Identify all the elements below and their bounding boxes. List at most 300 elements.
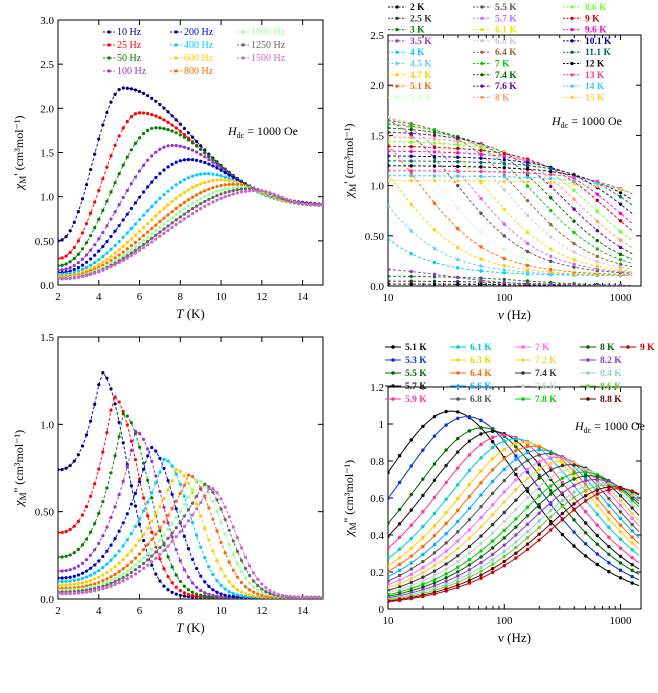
data-point xyxy=(479,419,482,422)
data-point xyxy=(171,540,174,543)
data-point xyxy=(158,546,161,549)
data-point xyxy=(60,468,63,471)
data-point xyxy=(479,549,482,552)
data-point xyxy=(142,132,145,135)
data-point xyxy=(126,423,129,426)
data-point xyxy=(207,172,210,175)
data-point xyxy=(456,258,459,261)
legend-swatch-marker xyxy=(395,85,398,88)
data-point xyxy=(113,580,116,583)
legend-label: 14 K xyxy=(585,82,605,93)
data-point xyxy=(101,177,104,180)
data-point xyxy=(69,576,72,579)
y-tick-label: 1.5 xyxy=(370,130,384,143)
data-point xyxy=(179,123,182,126)
data-point xyxy=(122,567,125,570)
data-point xyxy=(468,507,471,510)
series-600-Hz xyxy=(56,468,324,599)
data-point xyxy=(433,273,436,276)
legend-item xyxy=(473,3,517,13)
data-point xyxy=(256,189,259,192)
data-point xyxy=(572,530,575,533)
data-point xyxy=(56,576,59,579)
data-point xyxy=(410,125,413,128)
data-point xyxy=(224,195,227,198)
legend-item xyxy=(563,3,607,13)
data-point xyxy=(479,231,482,234)
data-point xyxy=(619,202,622,205)
legend-label: 400 Hz xyxy=(184,40,214,51)
data-point xyxy=(596,492,599,495)
data-point xyxy=(468,453,471,456)
data-point xyxy=(158,235,161,238)
data-point xyxy=(162,146,165,149)
data-point xyxy=(162,584,165,587)
data-point xyxy=(386,119,389,122)
data-point xyxy=(81,444,84,447)
data-point xyxy=(619,499,622,502)
data-point xyxy=(207,188,210,191)
data-point xyxy=(187,547,190,550)
data-point xyxy=(491,567,494,570)
data-point xyxy=(154,481,157,484)
data-point xyxy=(175,131,178,134)
y-axis-subscript: M xyxy=(348,522,358,531)
data-point xyxy=(248,574,251,577)
data-point xyxy=(503,155,506,158)
data-point xyxy=(444,541,447,544)
data-point xyxy=(421,525,424,528)
legend-label: 5.5 K xyxy=(495,3,517,13)
data-point xyxy=(228,594,231,597)
data-point xyxy=(456,570,459,573)
legend-swatch-marker xyxy=(391,371,395,375)
data-point xyxy=(146,185,149,188)
data-point xyxy=(456,566,459,569)
data-point xyxy=(514,517,517,520)
data-point xyxy=(479,426,482,429)
data-point xyxy=(199,501,202,504)
y-tick-label: 0.2 xyxy=(370,567,384,579)
data-point xyxy=(468,558,471,561)
data-point xyxy=(596,199,599,202)
data-point xyxy=(150,531,153,534)
data-point xyxy=(219,197,222,200)
y-axis-label xyxy=(11,430,28,508)
data-point xyxy=(183,495,186,498)
data-point xyxy=(456,184,459,187)
data-point xyxy=(150,240,153,243)
legend-label: 5.1 K xyxy=(405,343,427,353)
data-point xyxy=(93,153,96,156)
data-point xyxy=(166,224,169,227)
data-point xyxy=(236,191,239,194)
data-point xyxy=(232,569,235,572)
legend-label: 13 K xyxy=(585,70,605,81)
data-point xyxy=(113,454,116,457)
series-line xyxy=(388,468,639,592)
data-point xyxy=(514,445,517,448)
legend-swatch-marker xyxy=(586,358,590,362)
data-point xyxy=(109,559,112,562)
data-point xyxy=(537,532,540,535)
data-point xyxy=(134,234,137,237)
data-point xyxy=(171,216,174,219)
data-point xyxy=(162,567,165,570)
legend-item xyxy=(170,27,214,38)
data-point xyxy=(433,479,436,482)
data-point xyxy=(179,580,182,583)
data-point xyxy=(130,575,133,578)
legend-label: 8.2 K xyxy=(600,356,622,366)
data-point xyxy=(97,218,100,221)
legend-swatch-marker xyxy=(480,28,483,31)
data-point xyxy=(240,546,243,549)
data-point xyxy=(187,482,190,485)
data-point xyxy=(549,489,552,492)
data-point xyxy=(105,431,108,434)
data-point xyxy=(77,591,80,594)
data-point xyxy=(150,97,153,100)
data-point xyxy=(142,111,145,114)
x-tick-label: 10 xyxy=(382,615,394,627)
data-point xyxy=(503,257,506,260)
legend-swatch-marker xyxy=(395,5,398,8)
data-point xyxy=(73,575,76,578)
data-point xyxy=(572,219,575,222)
data-point xyxy=(69,260,72,263)
data-point xyxy=(195,205,198,208)
data-point xyxy=(191,175,194,178)
data-point xyxy=(138,539,141,542)
data-point xyxy=(619,195,622,198)
data-point xyxy=(232,180,235,183)
data-point xyxy=(491,563,494,566)
data-point xyxy=(81,257,84,260)
legend-swatch-marker xyxy=(480,73,483,76)
data-point xyxy=(607,517,610,520)
data-point xyxy=(444,410,447,413)
data-point xyxy=(386,237,389,240)
data-point xyxy=(211,172,214,175)
annotation-symbol: H xyxy=(228,124,237,138)
data-point xyxy=(142,438,145,441)
data-point xyxy=(199,173,202,176)
data-point xyxy=(256,592,259,595)
data-point xyxy=(97,383,100,386)
data-point xyxy=(85,222,88,225)
data-point xyxy=(109,568,112,571)
data-point xyxy=(187,473,190,476)
data-point xyxy=(491,457,494,460)
data-point xyxy=(105,240,108,243)
data-point xyxy=(211,588,214,591)
data-point xyxy=(146,94,149,97)
y-axis-unit: (cm³mol⁻¹) xyxy=(342,123,356,182)
series-50-Hz xyxy=(56,412,324,599)
data-point xyxy=(491,436,494,439)
data-point xyxy=(101,573,104,576)
data-point xyxy=(433,574,436,577)
data-point xyxy=(122,86,125,89)
series-5.3-K xyxy=(386,127,632,275)
legend-swatch-marker xyxy=(570,62,573,65)
data-point xyxy=(272,591,275,594)
data-point xyxy=(93,261,96,264)
data-point xyxy=(171,535,174,538)
data-point xyxy=(130,571,133,574)
data-point xyxy=(85,591,88,594)
data-point xyxy=(410,140,413,143)
data-point xyxy=(572,258,575,261)
data-point xyxy=(93,272,96,275)
data-point xyxy=(456,140,459,143)
data-point xyxy=(526,231,529,234)
data-point xyxy=(444,498,447,501)
data-point xyxy=(203,151,206,154)
data-point xyxy=(150,180,153,183)
data-point xyxy=(433,228,436,231)
data-point xyxy=(73,460,76,463)
data-point xyxy=(162,549,165,552)
y-axis-symbol: χ xyxy=(11,183,26,190)
legend-label: 7.8 K xyxy=(535,395,557,405)
data-point xyxy=(89,530,92,533)
data-point xyxy=(142,562,145,565)
legend-item xyxy=(388,14,432,24)
data-point xyxy=(607,561,610,564)
data-point xyxy=(171,123,174,126)
data-point xyxy=(584,474,587,477)
data-point xyxy=(179,194,182,197)
y-tick-label: 0.50 xyxy=(34,506,54,519)
data-point xyxy=(105,251,108,254)
legend-swatch-marker xyxy=(174,30,177,33)
data-point xyxy=(596,523,599,526)
data-point xyxy=(105,224,108,227)
legend-label: 9 K xyxy=(585,14,600,25)
data-point xyxy=(85,183,88,186)
legend-swatch-marker xyxy=(521,345,525,349)
data-point xyxy=(619,284,622,287)
data-point xyxy=(171,493,174,496)
data-point xyxy=(109,387,112,390)
legend-label: 10 Hz xyxy=(117,27,142,38)
data-point xyxy=(224,171,227,174)
data-point xyxy=(166,213,169,216)
data-point xyxy=(285,198,288,201)
data-point xyxy=(158,471,161,474)
data-point xyxy=(77,239,80,242)
data-point xyxy=(410,508,413,511)
x-axis-label: ν (Hz) xyxy=(498,630,531,645)
data-point xyxy=(503,536,506,539)
data-point xyxy=(69,579,72,582)
data-point xyxy=(154,550,157,553)
data-point xyxy=(142,246,145,249)
data-point xyxy=(60,277,63,280)
data-point xyxy=(73,246,76,249)
data-point xyxy=(479,573,482,576)
legend-swatch-marker xyxy=(586,397,590,401)
data-point xyxy=(479,555,482,558)
data-point xyxy=(537,445,540,448)
data-point xyxy=(158,226,161,229)
series-line xyxy=(388,124,632,263)
data-point xyxy=(179,133,182,136)
data-point xyxy=(630,502,633,505)
data-point xyxy=(410,132,413,135)
data-point xyxy=(456,227,459,230)
data-point xyxy=(219,184,222,187)
data-point xyxy=(433,434,436,437)
data-point xyxy=(150,496,153,499)
data-point xyxy=(619,494,622,497)
data-point xyxy=(410,164,413,167)
data-point xyxy=(130,502,133,505)
data-point xyxy=(203,591,206,594)
legend-swatch-marker xyxy=(174,69,177,72)
data-point xyxy=(171,163,174,166)
data-point xyxy=(630,512,633,515)
data-point xyxy=(549,509,552,512)
data-point xyxy=(126,415,129,418)
data-point xyxy=(191,212,194,215)
data-point xyxy=(456,560,459,563)
data-point xyxy=(479,161,482,164)
data-point xyxy=(60,268,63,271)
data-point xyxy=(619,253,622,256)
data-point xyxy=(130,449,133,452)
data-point xyxy=(456,437,459,440)
data-point xyxy=(537,460,540,463)
data-point xyxy=(421,566,424,569)
data-point xyxy=(503,166,506,169)
data-point xyxy=(187,176,190,179)
legend-item xyxy=(473,48,517,58)
data-point xyxy=(150,232,153,235)
data-point xyxy=(195,151,198,154)
data-point xyxy=(386,140,389,143)
data-point xyxy=(199,197,202,200)
data-point xyxy=(93,201,96,204)
data-point xyxy=(89,554,92,557)
data-point xyxy=(166,528,169,531)
data-point xyxy=(207,565,210,568)
data-point xyxy=(146,129,149,132)
data-point xyxy=(619,239,622,242)
data-point xyxy=(101,566,104,569)
data-point xyxy=(166,219,169,222)
data-point xyxy=(56,257,59,260)
data-point xyxy=(619,546,622,549)
legend-label: 3 K xyxy=(410,25,425,36)
data-point xyxy=(264,190,267,193)
legend-label: 7 K xyxy=(535,343,550,353)
legend-label: 7.6 K xyxy=(495,82,517,93)
data-point xyxy=(549,223,552,226)
data-point xyxy=(195,193,198,196)
data-point xyxy=(146,240,149,243)
data-point xyxy=(468,415,471,418)
data-point xyxy=(549,452,552,455)
data-point xyxy=(549,492,552,495)
legend-item xyxy=(473,37,517,47)
data-point xyxy=(572,175,575,178)
data-point xyxy=(73,257,76,260)
data-point xyxy=(118,261,121,264)
data-point xyxy=(596,255,599,258)
data-point xyxy=(572,268,575,271)
series-line xyxy=(58,180,323,276)
data-point xyxy=(503,511,506,514)
legend-swatch-marker xyxy=(391,397,395,401)
data-point xyxy=(252,586,255,589)
y-axis-symbol: χ xyxy=(341,530,356,537)
data-point xyxy=(101,269,104,272)
data-point xyxy=(433,155,436,158)
data-point xyxy=(69,553,72,556)
data-point xyxy=(85,274,88,277)
data-point xyxy=(572,263,575,266)
legend-item xyxy=(388,93,432,103)
annotation-symbol: H xyxy=(552,114,561,128)
data-point xyxy=(118,530,121,533)
series-line xyxy=(58,88,323,241)
data-point xyxy=(313,596,316,599)
data-point xyxy=(179,181,182,184)
data-point xyxy=(503,468,506,471)
data-point xyxy=(175,468,178,471)
data-point xyxy=(105,165,108,168)
data-point xyxy=(150,205,153,208)
data-point xyxy=(386,279,389,282)
data-point xyxy=(503,564,506,567)
data-point xyxy=(93,403,96,406)
data-point xyxy=(514,454,517,457)
data-point xyxy=(526,199,529,202)
data-point xyxy=(73,583,76,586)
legend-label: 10.1 K xyxy=(585,36,612,47)
data-point xyxy=(158,231,161,234)
data-point xyxy=(89,168,92,171)
data-point xyxy=(187,131,190,134)
data-point xyxy=(572,484,575,487)
x-tick-label: 6 xyxy=(136,605,143,617)
data-point xyxy=(138,136,141,139)
data-point xyxy=(503,264,506,267)
legend-item xyxy=(450,343,492,353)
data-point xyxy=(154,513,157,516)
data-point xyxy=(584,499,587,502)
data-point xyxy=(146,454,149,457)
data-point xyxy=(514,508,517,511)
legend-label: 6.6 K xyxy=(470,382,492,392)
data-point xyxy=(503,222,506,225)
y-axis-prime: ' xyxy=(341,181,356,184)
data-point xyxy=(105,487,108,490)
data-point xyxy=(195,507,198,510)
data-point xyxy=(97,512,100,515)
data-point xyxy=(158,172,161,175)
legend-label: 5.7 K xyxy=(495,14,517,25)
data-point xyxy=(219,541,222,544)
series-10-Hz xyxy=(56,86,324,242)
data-point xyxy=(503,550,506,553)
data-point xyxy=(150,554,153,557)
data-point xyxy=(162,458,165,461)
series-1500-Hz xyxy=(56,487,324,599)
